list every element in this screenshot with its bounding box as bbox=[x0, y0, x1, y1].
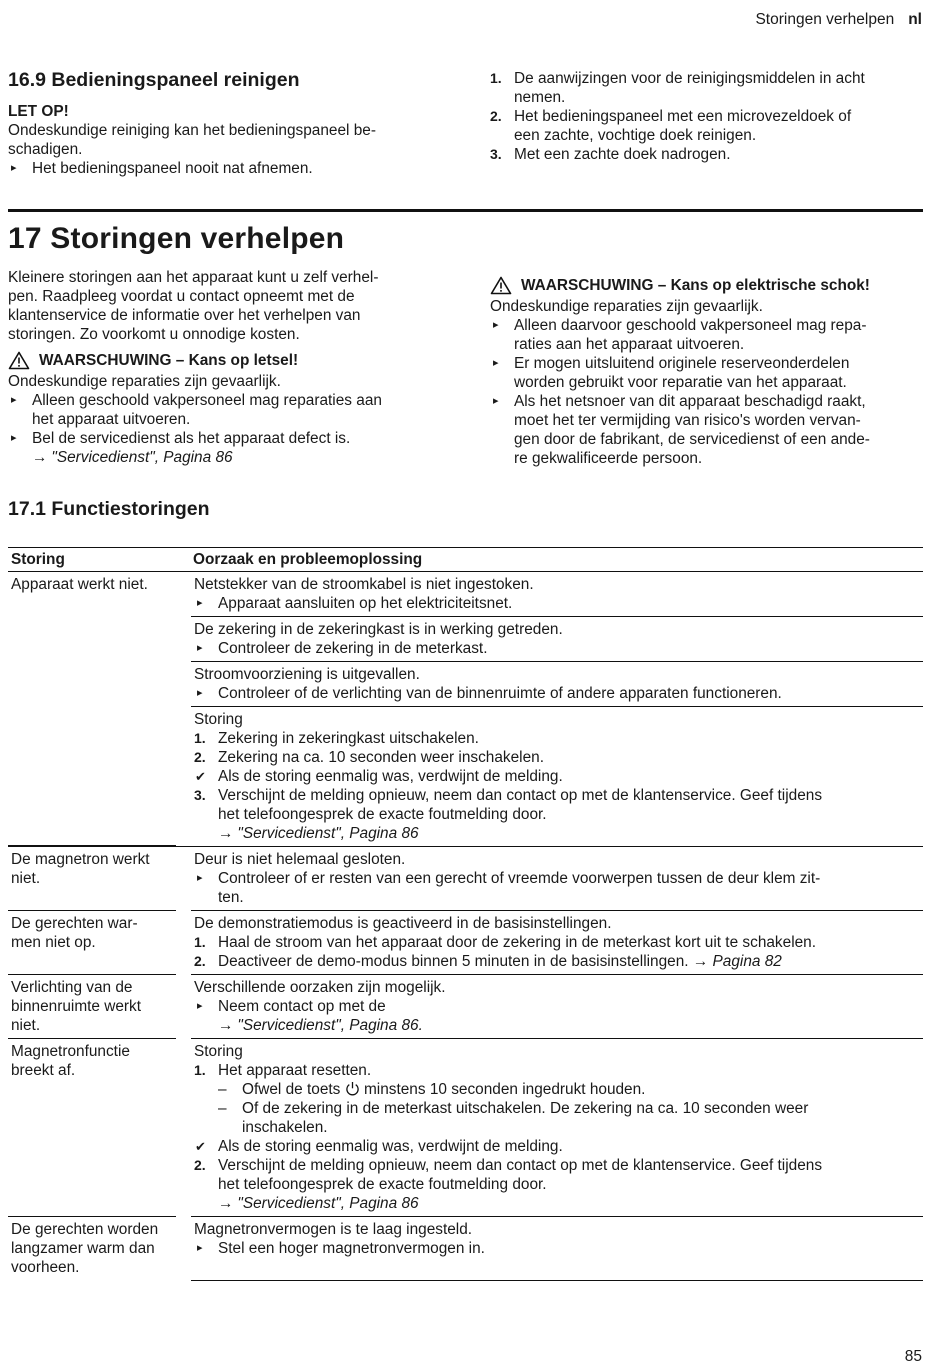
arrow-right-icon: → bbox=[218, 1195, 234, 1212]
chapter-heading: 17 Storingen verhelpen bbox=[8, 222, 345, 255]
cause-cell: Verschillende oorzaken zijn mogelijk. ▸ Neem contact op met de → "Servicedienst", Pagina 86. bbox=[191, 975, 923, 1039]
warning-title: WAARSCHUWING – Kans op elektrische schok! bbox=[521, 276, 870, 294]
table-row bbox=[8, 846, 923, 911]
fault-cell: Magnetronfunctie breekt af. bbox=[8, 1039, 176, 1217]
fault-cell: Apparaat werkt niet. bbox=[8, 572, 176, 846]
fault-cell: Verlichting van de binnenruimte werkt niet. bbox=[8, 975, 176, 1039]
table-row bbox=[8, 911, 923, 975]
step-item: 1. De aanwijzingen voor de reinigingsmiddelen in acht nemen. bbox=[490, 70, 865, 106]
table-row bbox=[8, 975, 923, 1039]
cause-cell: De demonstratiemodus is geactiveerd in de basisinstellingen. 1. Haal de stroom van het apparaat door de zekering in de meterkast kort uit te schakelen. 2. Deactiveer de demo-modus binnen 5 minuten in de basisinstellingen. → Pagina 82 bbox=[191, 911, 923, 975]
header-language: nl bbox=[908, 11, 922, 28]
warning-injury bbox=[8, 348, 448, 467]
fault-cell: De magnetron werkt niet. bbox=[8, 847, 176, 911]
cause-cell: Storing 1. Zekering in zekeringkast uitschakelen. 2. Zekering na ca. 10 seconden weer inschakelen. ✔ Als de storing eenmalig was, verdwijnt de melding. 3. Verschijnt de melding opnieuw, neem dan contact op met de klantenservice. Geef tijdens het telefoongesprek de exacte foutmelding door. → "Servicedienst", Pagina 86 bbox=[191, 707, 923, 846]
arrow-right-icon: → bbox=[692, 953, 709, 970]
cause-cell: Magnetronvermogen is te laag ingesteld. ▸ Stel een hoger magnetronvermogen in. bbox=[191, 1217, 923, 1281]
cleaning-steps bbox=[490, 69, 930, 164]
section-heading-16-9: 16.9 Bedieningspaneel reinigen bbox=[8, 69, 300, 91]
running-header bbox=[755, 10, 922, 29]
cross-reference: → "Servicedienst", Pagina 86 bbox=[218, 1195, 419, 1212]
warning-triangle-icon bbox=[490, 276, 512, 295]
cause-cell: Storing 1. Het apparaat resetten. – Ofwel de toets minstens 10 seconden ingedrukt houden. – Of de zekering in de meterkast uitschakelen. De zekering na ca. 10 seconden weer inschakelen. ✔ Als de storing eenmalig was, verdwijnt de melding. 2. Verschijnt de melding opnieuw, neem dan contact op met de klantenservice. Geef tijdens het telefoongesprek de exacte foutmelding door. → "Servicedienst", Pagina 86 bbox=[191, 1039, 923, 1217]
notice-block bbox=[8, 102, 448, 178]
arrow-right-icon: → bbox=[32, 449, 48, 466]
warning-bullet: ▸ Er mogen uitsluitend originele reserveonderdelen worden gebruikt voor reparatie van het apparaat. bbox=[490, 354, 930, 392]
chapter-divider bbox=[8, 209, 923, 212]
cross-reference: → "Servicedienst", Pagina 86 bbox=[218, 825, 419, 842]
cause-cell: Deur is niet helemaal gesloten. ▸ Controleer of er resten van een gerecht of vreemde voorwerpen tussen de deur klem zit- ten. bbox=[191, 847, 923, 911]
table-header bbox=[8, 547, 923, 572]
notice-text-line: schadigen. bbox=[8, 141, 83, 158]
warning-text: Ondeskundige reparaties zijn gevaarlijk. bbox=[490, 298, 763, 315]
notice-bullet: ▸ Het bedieningspaneel nooit nat afnemen. bbox=[8, 159, 448, 178]
arrow-right-icon: → bbox=[218, 825, 234, 842]
power-icon bbox=[345, 1081, 360, 1096]
warning-bullet: ▸ Bel de servicedienst als het apparaat defect is. bbox=[8, 429, 448, 448]
cause-cell: Netstekker van de stroomkabel is niet ingestoken. ▸ Apparaat aansluiten op het elektriciteitsnet. bbox=[191, 572, 923, 617]
step-item: 2. Het bedieningspaneel met een microvezeldoek of een zachte, vochtige doek reinigen. bbox=[490, 108, 852, 144]
warning-text: Ondeskundige reparaties zijn gevaarlijk. bbox=[8, 373, 281, 390]
warning-triangle-icon bbox=[8, 351, 30, 370]
column-header-oorzaak: Oorzaak en probleemoplossing bbox=[193, 551, 423, 568]
notice-text-line: Ondeskundige reiniging kan het bedieningspaneel be- bbox=[8, 122, 376, 139]
section-heading-17-1: 17.1 Functiestoringen bbox=[8, 498, 210, 520]
table-row bbox=[8, 1217, 923, 1281]
warning-title: WAARSCHUWING – Kans op letsel! bbox=[39, 351, 299, 369]
warning-bullet: ▸ Alleen daarvoor geschoold vakpersoneel mag repa- raties aan het apparaat uitvoeren. bbox=[490, 316, 930, 354]
checkmark-icon: ✔ bbox=[195, 1139, 206, 1154]
arrow-right-icon: → bbox=[218, 1017, 234, 1034]
table-row bbox=[8, 572, 923, 846]
fault-cell: De gerechten worden langzamer warm dan voorheen. bbox=[11, 1221, 159, 1276]
cause-cell: Stroomvoorziening is uitgevallen. ▸ Controleer of de verlichting van de binnenruimte of andere apparaten functioneren. bbox=[191, 662, 923, 707]
fault-table bbox=[8, 547, 923, 1281]
checkmark-icon: ✔ bbox=[195, 769, 206, 784]
column-header-storing: Storing bbox=[11, 551, 65, 568]
step-item: 3. Met een zachte doek nadrogen. bbox=[490, 146, 731, 163]
cross-reference: → "Servicedienst", Pagina 86. bbox=[218, 1017, 423, 1034]
page-number: 85 bbox=[904, 1348, 922, 1365]
notice-title: LET OP! bbox=[8, 103, 69, 120]
chapter-intro: Kleinere storingen aan het apparaat kunt u zelf verhel- pen. Raadpleeg voordat u contact opneemt met de klantenservice de informatie over het verhelpen van storingen. Zo voorkomt u onnodige kosten. bbox=[8, 269, 379, 343]
cross-reference: Pagina 82 bbox=[712, 953, 782, 970]
cause-cell: De zekering in de zekeringkast is in werking getreden. ▸ Controleer de zekering in de meterkast. bbox=[191, 617, 923, 662]
header-title: Storingen verhelpen bbox=[755, 11, 895, 28]
fault-cell: De gerechten war- men niet op. bbox=[8, 911, 176, 975]
cross-reference: → "Servicedienst", Pagina 86 bbox=[32, 449, 233, 466]
warning-bullet: ▸ Alleen geschoold vakpersoneel mag reparaties aan het apparaat uitvoeren. bbox=[8, 391, 448, 429]
warning-bullet: ▸ Als het netsnoer van dit apparaat beschadigd raakt, moet het ter vermijding van risico's worden vervan- gen door de fabrikant, de servicedienst of een ande- re gekwalificeerde persoon. bbox=[490, 392, 930, 468]
table-row bbox=[8, 1039, 923, 1217]
warning-shock bbox=[490, 273, 930, 468]
